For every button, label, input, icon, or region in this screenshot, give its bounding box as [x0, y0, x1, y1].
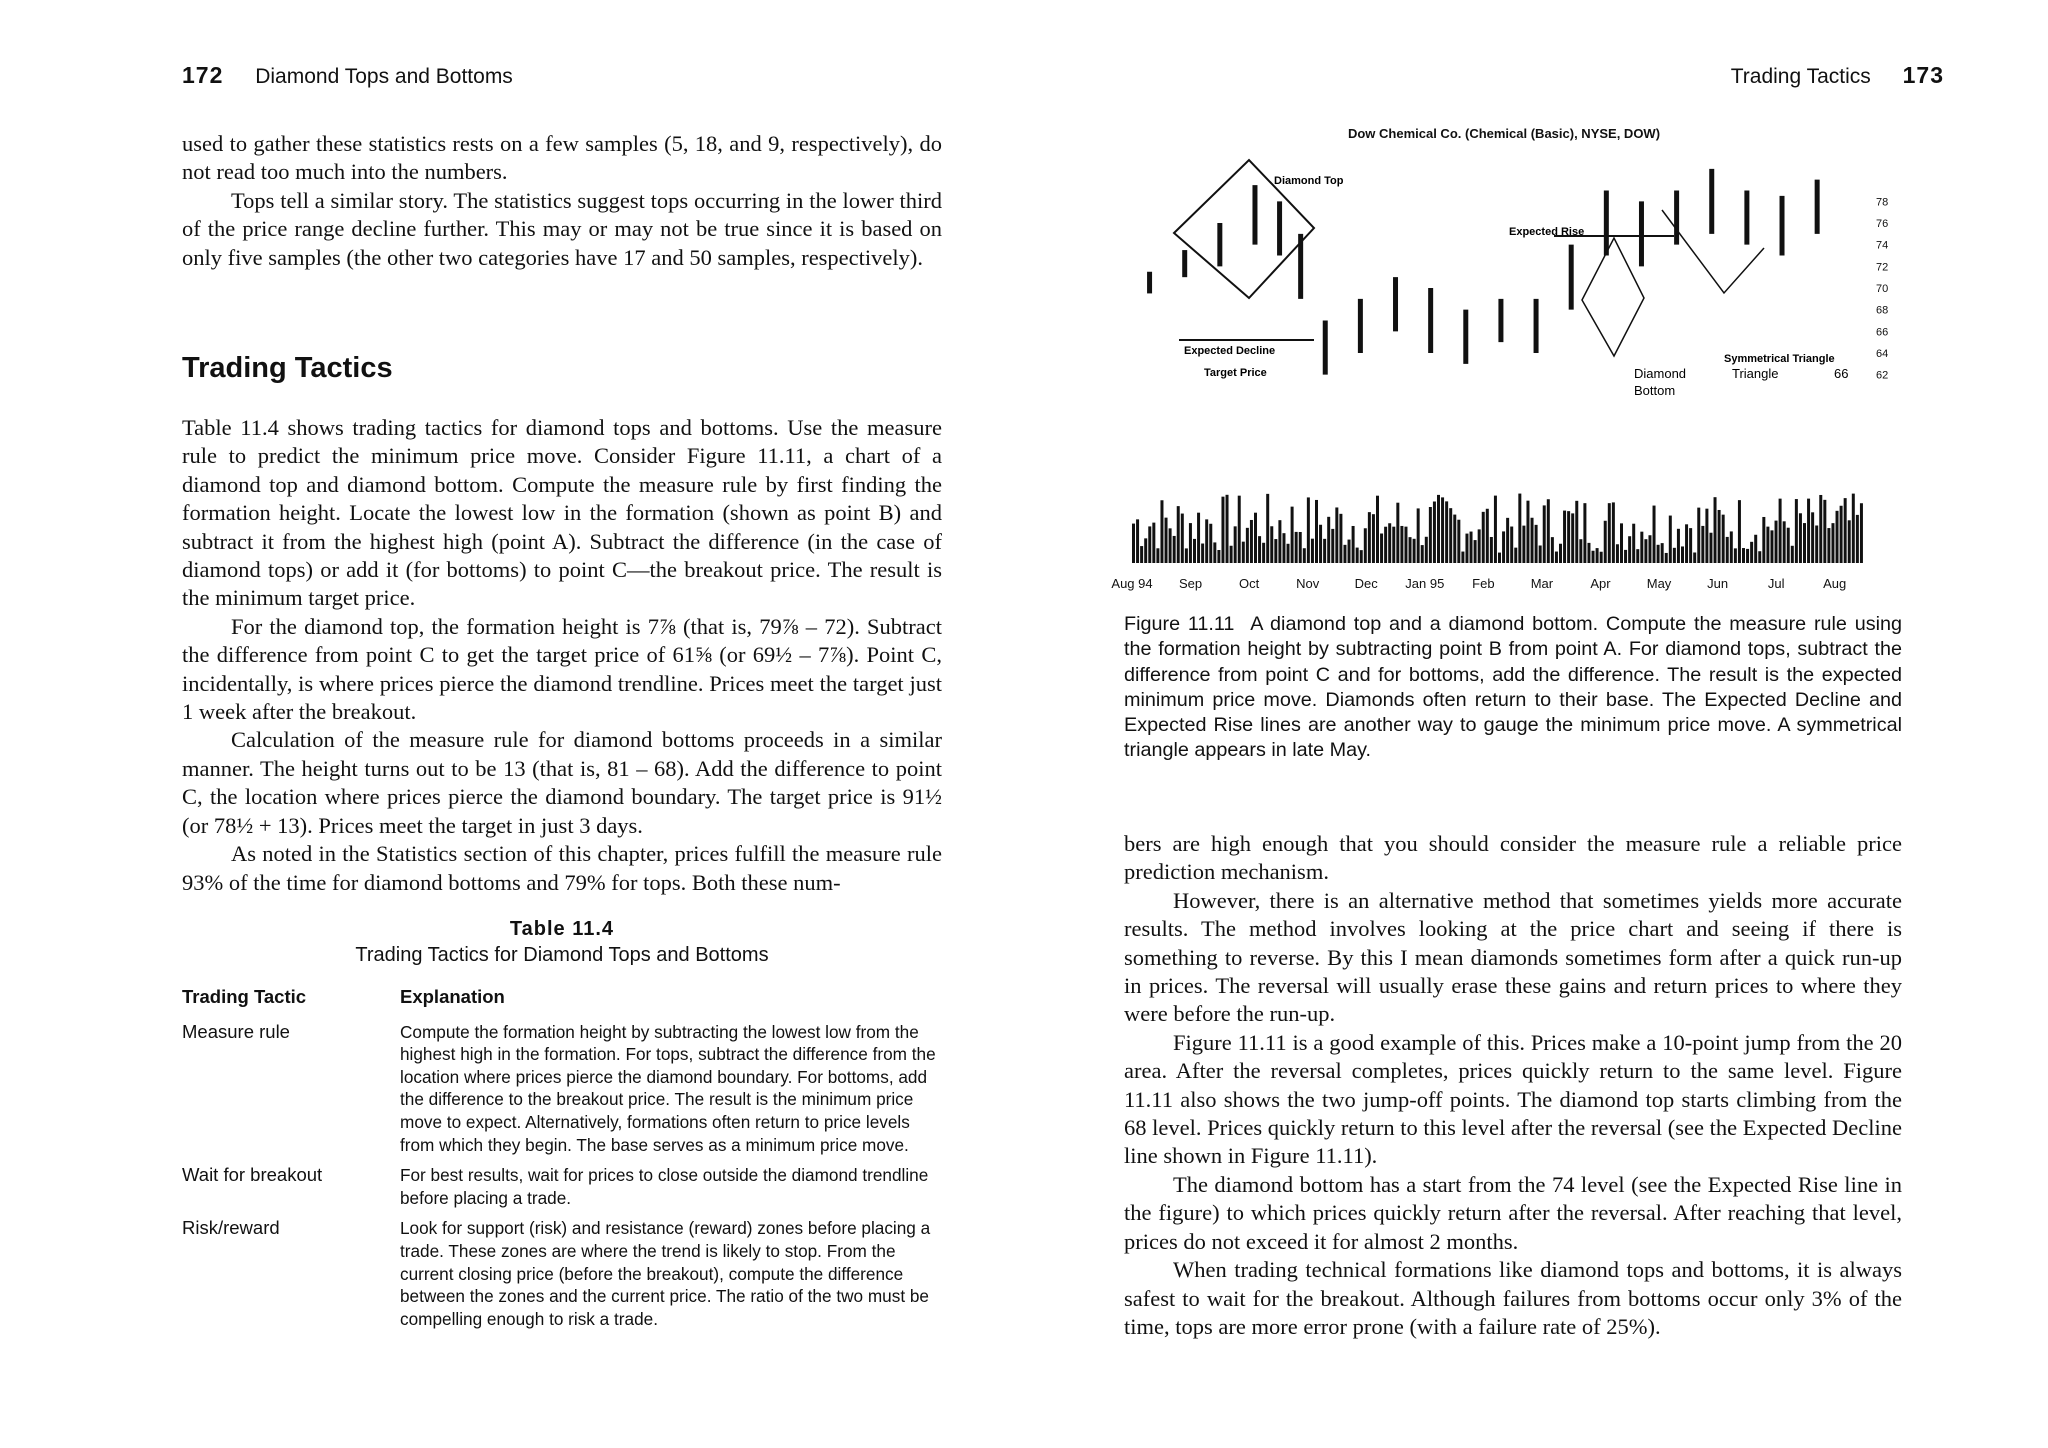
annotation-symmetrical-triangle: Symmetrical Triangle	[1724, 353, 1835, 365]
tactic-cell: Wait for breakout	[182, 1164, 323, 1186]
right-paragraphs	[1124, 830, 1902, 1341]
volume-bar	[1551, 537, 1554, 563]
volume-bar	[1746, 549, 1749, 563]
volume-bar	[1697, 508, 1700, 563]
volume-bar	[1754, 535, 1757, 563]
volume-bar	[1795, 499, 1798, 563]
volume-bar	[1766, 527, 1769, 563]
volume-bar	[1136, 519, 1139, 563]
x-tick-label: Mar	[1530, 576, 1554, 591]
volume-bar	[1185, 548, 1188, 563]
volume-bar	[1205, 519, 1208, 563]
volume-bar	[1693, 552, 1696, 563]
annotation-target-price: Target Price	[1204, 367, 1267, 379]
volume-bar	[1860, 503, 1863, 563]
volume-bar	[1526, 501, 1529, 563]
volume-bar	[1494, 496, 1497, 563]
volume-bar	[1461, 552, 1464, 563]
right-page-number: 173	[1902, 62, 1944, 88]
right-running-title: Trading Tactics	[1730, 65, 1871, 88]
volume-bar	[1620, 523, 1623, 563]
annotation-diamond-bottom	[1634, 366, 1690, 398]
left-page-header	[182, 62, 513, 89]
volume-bar	[1689, 528, 1692, 563]
volume-bar	[1193, 539, 1196, 563]
volume-bar	[1742, 548, 1745, 563]
volume-bar	[1758, 551, 1761, 563]
volume-bar	[1384, 527, 1387, 563]
section-heading: Trading Tactics	[182, 352, 393, 384]
volume-bar	[1632, 524, 1635, 563]
volume-bar	[1722, 515, 1725, 563]
volume-bar	[1714, 497, 1717, 563]
table-header-row	[182, 986, 942, 1021]
volume-bar	[1254, 513, 1257, 563]
volume-bar	[1156, 548, 1159, 563]
figure-caption	[1124, 612, 1902, 764]
right-page-header	[1731, 62, 1944, 89]
volume-bar	[1323, 539, 1326, 563]
volume-bar	[1592, 551, 1595, 563]
volume-bar	[1132, 524, 1135, 563]
left-page-number: 172	[182, 62, 224, 88]
volume-bars	[1132, 494, 1863, 563]
volume-bar	[1608, 503, 1611, 563]
volume-bar	[1160, 500, 1163, 563]
paragraph: However, there is an alternative method that sometimes yields more accurate results. The method involves looking at the price chart and seeing if there is something to reverse. By this I mean diamonds sometimes form after a quick run-up in prices. The reversal will usually erase these gains and return prices to where they were before the run-up.	[1124, 887, 1902, 1027]
paragraph: For the diamond top, the formation height is 7⅞ (that is, 79⅞ – 72). Subtract the difference from point C to get the target price of 61⅝ (or 69½ – 7⅞). Point C, incidentally, is where prices pierce the diamond trendline. Prices meet the target just 1 week after the breakout.	[182, 613, 942, 725]
volume-bar	[1396, 503, 1399, 563]
annotation-triangle-label: Triangle	[1732, 366, 1779, 381]
volume-bar	[1836, 511, 1839, 563]
left-main-paragraphs	[182, 414, 942, 897]
annotation-expected-decline: Expected Decline	[1184, 345, 1276, 357]
volume-bar	[1413, 539, 1416, 563]
volume-bar	[1563, 511, 1566, 563]
volume-bar	[1449, 508, 1452, 563]
volume-bar	[1648, 535, 1651, 563]
volume-bar	[1587, 543, 1590, 563]
volume-bar	[1522, 526, 1525, 563]
volume-bar	[1368, 512, 1371, 563]
volume-bar	[1685, 524, 1688, 563]
volume-bar	[1270, 526, 1273, 563]
table-row	[182, 1021, 942, 1165]
table-row	[182, 1217, 942, 1338]
volume-bar	[1421, 545, 1424, 563]
volume-bar	[1726, 537, 1729, 563]
right-page	[1024, 0, 2048, 1448]
volume-bar	[1498, 553, 1501, 563]
y-tick-label: 62	[1876, 369, 1889, 382]
volume-bar	[1287, 544, 1290, 563]
volume-bar	[1575, 501, 1578, 563]
volume-bar	[1783, 521, 1786, 563]
explanation-cell: Look for support (risk) and resistance (reward) zones before placing a trade. These zones are where the trend is likely to stop. From the current closing price (before the breakout), compute the difference between the zones and the current price. The ratio of the two must be compelling enough to risk a trade.	[400, 1218, 931, 1329]
paragraph: used to gather these statistics rests on a few samples (5, 18, and 9, respectively), do not read too much into the numbers.	[182, 131, 942, 185]
volume-bar	[1583, 503, 1586, 563]
volume-bar	[1734, 548, 1737, 563]
x-tick-label: Aug	[1823, 576, 1847, 591]
y-tick-label: 76	[1876, 218, 1889, 230]
annotation-diamond-top: Diamond Top	[1274, 175, 1344, 187]
volume-bar	[1262, 543, 1265, 563]
volume-bar	[1250, 520, 1253, 563]
volume-bar	[1567, 511, 1570, 563]
volume-bar	[1514, 548, 1517, 563]
x-tick-label: Sep	[1178, 576, 1203, 591]
volume-bar	[1750, 542, 1753, 563]
volume-bar	[1787, 528, 1790, 563]
volume-bar	[1661, 543, 1664, 563]
explanation-cell: Compute the formation height by subtracting the lowest low from the highest high in the formation. For tops, subtract the difference from the location where prices pierce the diamond boundary. For bottoms, add the difference to the breakout price. The result is the minimum price move to expect. Alternatively, formations often return to price levels from which they begin. The base serves as a minimum price move.	[400, 1021, 936, 1155]
volume-bar	[1388, 523, 1391, 563]
volume-bar	[1669, 516, 1672, 563]
table-header-explanation: Explanation	[400, 986, 505, 1007]
table-header-tactic: Trading Tactic	[182, 986, 307, 1007]
paragraph: As noted in the Statistics section of this chapter, prices fulfill the measure rule 93% of the time for diamond bottoms and 79% for tops. Both these num-	[182, 841, 942, 895]
annotation-expected-rise: Expected Rise	[1509, 226, 1585, 238]
volume-bar	[1762, 517, 1765, 563]
tactic-cell: Risk/reward	[182, 1217, 280, 1239]
volume-bar	[1848, 520, 1851, 563]
price-chart	[1111, 118, 1904, 596]
x-tick-label: Dec	[1354, 576, 1378, 591]
volume-bar	[1339, 514, 1342, 563]
volume-bar	[1230, 546, 1233, 563]
paragraph: The diamond bottom has a start from the 74 level (see the Expected Rise line in the figure) to which prices quickly return after the reversal. After reaching that level, prices do not exceed it for almost 2 months.	[1124, 1171, 1902, 1254]
volume-bar	[1535, 525, 1538, 563]
volume-bar	[1819, 495, 1822, 563]
volume-bar	[1356, 548, 1359, 563]
x-tick-label: May	[1646, 576, 1672, 591]
volume-bar	[1673, 548, 1676, 563]
volume-bar	[1506, 518, 1509, 563]
volume-bar	[1677, 529, 1680, 563]
figure-label: Figure 11.11	[1124, 613, 1235, 635]
volume-bar	[1831, 523, 1834, 563]
volume-bar	[1238, 496, 1241, 563]
volume-bar	[1791, 546, 1794, 563]
volume-bar	[1823, 500, 1826, 563]
volume-bar	[1392, 527, 1395, 563]
volume-bar	[1404, 527, 1407, 563]
volume-bar	[1616, 544, 1619, 563]
volume-bar	[1278, 520, 1281, 563]
volume-bar	[1657, 545, 1660, 563]
volume-bar	[1274, 539, 1277, 563]
explanation-cell: For best results, wait for prices to close outside the diamond trendline before placing a trade.	[400, 1165, 929, 1208]
paragraph: Tops tell a similar story. The statistics suggest tops occurring in the lower third of the price range decline further. This may or may not be true since it is based on only five samples (the other two categories have 17 and 50 samples, respectively).	[182, 187, 942, 270]
volume-bar	[1445, 501, 1448, 563]
annotation-diamond-bottom-line1: Diamond	[1634, 366, 1687, 381]
paragraph: Table 11.4 shows trading tactics for diamond tops and bottoms. Use the measure rule to predict the minimum price move. Consider Figure 11.11, a chart of a diamond top and diamond bottom. Compute the measure rule by first finding the formation height. Locate the lowest low in the formation (shown as point B) and subtract it from the highest high (point A). Subtract the difference (in the case of diamond tops) or add it (for bottoms) to point C—the breakout price. The result is the minimum target price.	[182, 415, 942, 611]
volume-bar	[1815, 525, 1818, 563]
volume-bar	[1417, 508, 1420, 563]
volume-bar	[1429, 507, 1432, 563]
volume-bar	[1299, 532, 1302, 563]
volume-bar	[1474, 540, 1477, 563]
volume-bar	[1425, 537, 1428, 563]
volume-bar	[1152, 523, 1155, 563]
paragraph: Calculation of the measure rule for diamond bottoms proceeds in a similar manner. The height turns out to be 13 (that is, 81 – 68). Add the difference to point C, the location where prices pierce the diamond boundary. The target price is 91½ (or 78½ + 13). Prices meet the target in just 3 days.	[182, 727, 942, 838]
volume-bar	[1409, 537, 1412, 563]
y-tick-label: 78	[1876, 196, 1889, 209]
volume-bar	[1827, 528, 1830, 563]
volume-bar	[1189, 523, 1192, 563]
x-axis-ticks	[1111, 576, 1846, 591]
volume-bar	[1709, 533, 1712, 563]
volume-bar	[1547, 499, 1550, 563]
x-tick-label: Jan 95	[1405, 576, 1445, 591]
annotation-diamond-bottom-line2: Bottom	[1634, 383, 1676, 398]
volume-bar	[1173, 536, 1176, 563]
volume-bar	[1437, 495, 1440, 563]
x-tick-label: Jul	[1767, 576, 1785, 591]
volume-bar	[1246, 528, 1249, 563]
volume-bar	[1470, 532, 1473, 563]
volume-bar	[1653, 506, 1656, 563]
paragraph: bers are high enough that you should consider the measure rule a reliable price prediction mechanism.	[1124, 831, 1902, 885]
volume-bar	[1400, 526, 1403, 563]
y-tick-label: 68	[1876, 304, 1889, 317]
volume-bar	[1636, 549, 1639, 563]
paragraph: Figure 11.11 is a good example of this. Prices make a 10-point jump from the 20 area. After the reversal completes, prices quickly return to the same level. Figure 11.11 also shows the two jump-off points. The diamond top starts climbing from the 68 level. Prices quickly return to this level after the reversal (see the Expected Decline line shown in Figure 11.11).	[1124, 1029, 1902, 1169]
volume-bar	[1372, 514, 1375, 563]
volume-bar	[1579, 539, 1582, 563]
volume-bar	[1295, 532, 1298, 563]
x-tick-label: Feb	[1472, 576, 1495, 591]
volume-bar	[1775, 521, 1778, 563]
volume-bar	[1221, 497, 1224, 563]
volume-bar	[1811, 512, 1814, 563]
chart-title: Dow Chemical Co. (Chemical (Basic), NYSE, DOW)	[1347, 126, 1661, 141]
left-running-title: Diamond Tops and Bottoms	[255, 65, 513, 88]
volume-bar	[1291, 507, 1294, 563]
volume-bar	[1258, 536, 1261, 563]
volume-bar	[1856, 515, 1859, 563]
volume-bar	[1169, 528, 1172, 563]
volume-bar	[1478, 529, 1481, 563]
volume-bar	[1701, 526, 1704, 563]
volume-bar	[1624, 550, 1627, 563]
volume-bar	[1543, 505, 1546, 563]
volume-bar	[1604, 521, 1607, 563]
volume-bar	[1335, 507, 1338, 563]
volume-bar	[1840, 506, 1843, 563]
y-axis-ticks	[1876, 196, 1888, 381]
volume-bar	[1799, 513, 1802, 563]
y-tick-label: 66	[1876, 326, 1889, 339]
y-tick-label: 70	[1876, 283, 1889, 295]
volume-bar	[1803, 523, 1806, 563]
x-tick-label: Jun	[1707, 576, 1729, 591]
tactic-cell: Measure rule	[182, 1020, 290, 1042]
volume-bar	[1360, 550, 1363, 563]
x-tick-label: Nov	[1296, 576, 1320, 591]
volume-bar	[1510, 527, 1513, 563]
volume-bar	[1433, 501, 1436, 563]
volume-bar	[1441, 497, 1444, 563]
x-tick-label: Aug 94	[1111, 576, 1153, 591]
volume-bar	[1457, 520, 1460, 563]
table-number: Table 11.4	[509, 918, 615, 940]
volume-bar	[1807, 499, 1810, 563]
volume-bar	[1201, 544, 1204, 563]
volume-bar	[1453, 515, 1456, 563]
volume-bar	[1531, 518, 1534, 563]
volume-bar	[1242, 542, 1245, 563]
volume-bar	[1486, 509, 1489, 563]
figure-caption-text: A diamond top and a diamond bottom. Compute the measure rule using the formation height by subtracting point B from point A. For diamond tops, subtract the difference from point C and for bottoms, add the difference. The result is the expected minimum price move. Diamonds often return to their base. The Expected Decline and Expected Rise lines are another way to gauge the minimum price move. A symmetrical triangle appears in late May.	[1124, 613, 1902, 762]
volume-bar	[1140, 546, 1143, 563]
left-top-paragraphs	[182, 130, 942, 272]
volume-bar	[1148, 526, 1151, 563]
volume-bar	[1144, 538, 1147, 563]
volume-bar	[1319, 525, 1322, 563]
volume-bar	[1213, 542, 1216, 563]
volume-bar	[1738, 500, 1741, 563]
paragraph: When trading technical formations like diamond tops and bottoms, it is always safest to wait for the breakout. Although failures from bottoms occur only 3% of the time, tops are more error prone (with a failure rate of 25%).	[1124, 1257, 1902, 1339]
table-title: Trading Tactics for Diamond Tops and Bottoms	[355, 944, 769, 966]
volume-bar	[1596, 548, 1599, 563]
volume-bar	[1307, 497, 1310, 563]
price-series	[1150, 169, 1818, 375]
volume-bar	[1234, 526, 1237, 563]
volume-bar	[1348, 540, 1351, 563]
volume-bar	[1600, 552, 1603, 563]
volume-bar	[1177, 506, 1180, 563]
volume-bar	[1705, 509, 1708, 563]
volume-bar	[1376, 496, 1379, 563]
x-tick-label: Oct	[1239, 576, 1260, 591]
volume-bar	[1718, 510, 1721, 563]
volume-bar	[1502, 531, 1505, 563]
volume-bar	[1539, 545, 1542, 563]
volume-bar	[1640, 532, 1643, 563]
diamond-bottom-outline	[1582, 238, 1644, 356]
volume-bar	[1612, 502, 1615, 563]
volume-bar	[1331, 529, 1334, 563]
y-tick-label: 64	[1876, 348, 1889, 360]
y-tick-label: 72	[1876, 261, 1889, 274]
volume-bar	[1311, 539, 1314, 563]
volume-bar	[1555, 552, 1558, 563]
annotation-66: 66	[1834, 366, 1849, 381]
volume-bar	[1197, 513, 1200, 563]
volume-bar	[1465, 534, 1468, 563]
volume-bar	[1217, 550, 1220, 563]
volume-bar	[1315, 500, 1318, 563]
volume-bar	[1380, 534, 1383, 563]
volume-bar	[1730, 531, 1733, 563]
volume-bar	[1644, 539, 1647, 563]
volume-bar	[1559, 544, 1562, 563]
volume-bar	[1165, 518, 1168, 563]
volume-bar	[1779, 499, 1782, 563]
volume-bar	[1681, 546, 1684, 563]
volume-bar	[1770, 530, 1773, 563]
volume-bar	[1518, 494, 1521, 563]
y-tick-label: 74	[1876, 239, 1889, 252]
volume-bar	[1852, 494, 1855, 563]
volume-bar	[1571, 513, 1574, 563]
trading-tactics-table	[182, 986, 942, 1338]
volume-bar	[1181, 514, 1184, 563]
volume-bar	[1364, 528, 1367, 563]
volume-bar	[1209, 524, 1212, 563]
volume-bar	[1282, 533, 1285, 563]
volume-bar	[1266, 494, 1269, 563]
volume-bar	[1844, 498, 1847, 563]
volume-bar	[1665, 553, 1668, 563]
volume-bar	[1343, 545, 1346, 563]
volume-bar	[1303, 548, 1306, 563]
volume-bar	[1352, 526, 1355, 563]
volume-bar	[1327, 517, 1330, 563]
x-tick-label: Apr	[1590, 576, 1611, 591]
volume-bar	[1490, 537, 1493, 563]
volume-bar	[1482, 512, 1485, 563]
volume-bar	[1226, 495, 1229, 563]
volume-bar	[1628, 536, 1631, 563]
table-row	[182, 1164, 942, 1217]
